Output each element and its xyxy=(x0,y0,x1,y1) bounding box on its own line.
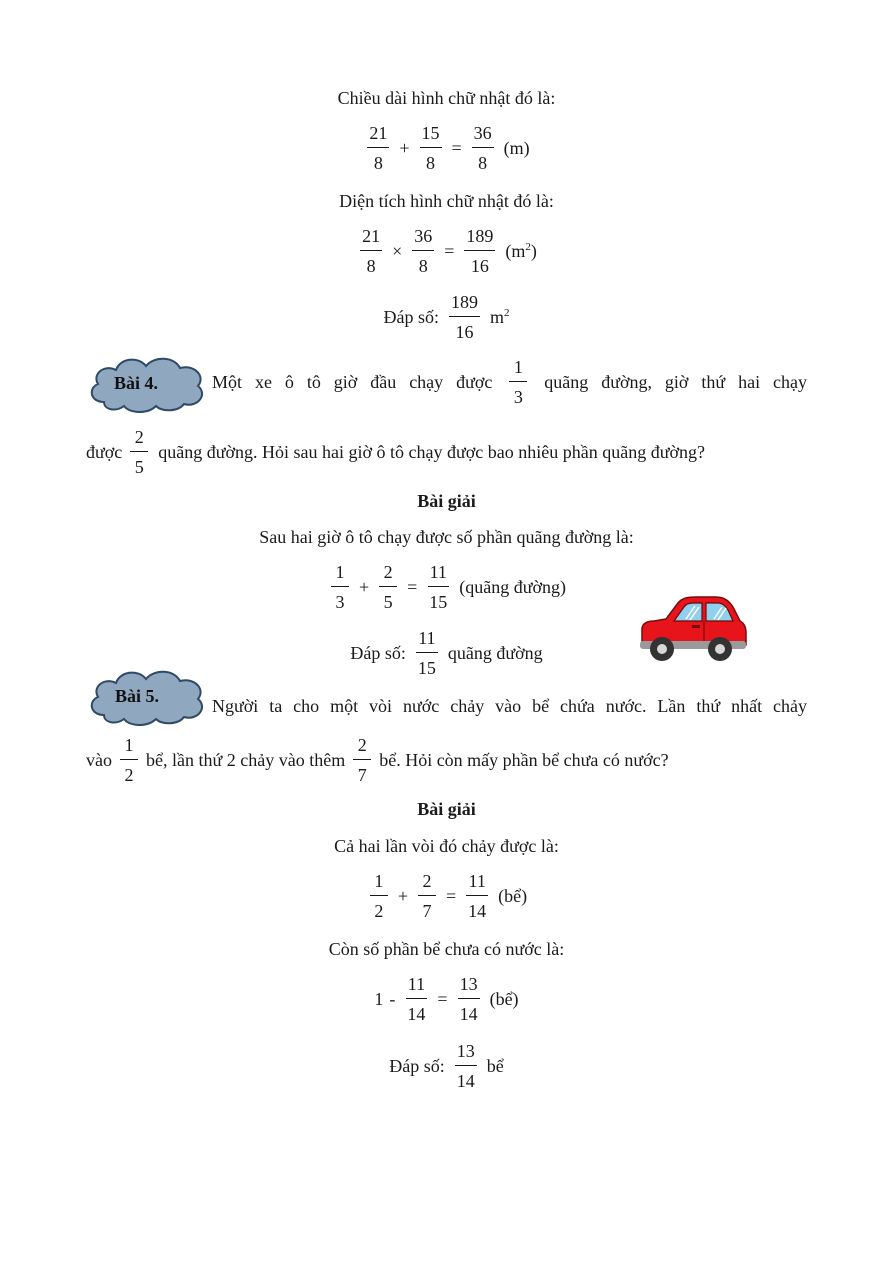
word: chạy xyxy=(773,372,807,392)
number: 1 xyxy=(374,988,384,1009)
denominator: 8 xyxy=(373,153,383,173)
fraction xyxy=(379,563,397,611)
exercise-5-line-1: Người ta cho một vòi nước chảy vào bể chứa nước. Lần thứ nhất chảy xyxy=(212,696,807,716)
numerator: 189 xyxy=(464,227,495,251)
exercise-4-solution-title: Bài giải xyxy=(417,491,476,511)
unit xyxy=(505,241,537,262)
numerator: 11 xyxy=(406,975,427,999)
exercise-5-answer xyxy=(0,1042,893,1090)
fraction xyxy=(466,872,488,920)
fraction xyxy=(418,872,436,920)
word: hai xyxy=(738,372,761,392)
numerator: 2 xyxy=(418,872,436,896)
operator: - xyxy=(389,988,396,1009)
area-heading: Diện tích hình chữ nhật đó là: xyxy=(339,191,554,211)
equals: = xyxy=(407,576,418,597)
denominator: 14 xyxy=(456,1071,475,1091)
operator: + xyxy=(358,576,370,597)
numerator: 2 xyxy=(353,736,371,760)
numerator: 21 xyxy=(367,124,389,148)
exercise-5-calculation-1 xyxy=(0,872,893,920)
operator: + xyxy=(397,885,408,906)
denominator: 2 xyxy=(374,901,384,921)
numerator: 36 xyxy=(472,124,494,148)
length-heading: Chiều dài hình chữ nhật đó là: xyxy=(337,88,556,108)
exercise-4-heading: Sau hai giờ ô tô chạy được số phần quãng đường là: xyxy=(259,527,634,547)
fraction xyxy=(449,293,480,341)
numerator: 11 xyxy=(428,563,449,587)
exercise-5-heading-2: Còn số phần bể chưa có nước là: xyxy=(328,939,565,959)
text: được xyxy=(86,442,123,462)
denominator: 15 xyxy=(429,592,448,612)
denominator: 16 xyxy=(455,322,474,342)
equals: = xyxy=(437,988,448,1009)
exercise-5-heading-1: Cả hai lần vòi đó chảy được là: xyxy=(334,836,559,856)
denominator: 16 xyxy=(470,256,489,276)
text: bể. Hỏi còn mấy phần bể chưa có nước? xyxy=(379,750,669,770)
fraction xyxy=(420,124,442,172)
superscript: 2 xyxy=(504,306,510,319)
exercise-4-line-1 xyxy=(212,358,807,406)
car-icon xyxy=(638,593,748,665)
exercise-4-label: Bài 4. xyxy=(114,373,159,393)
operator: × xyxy=(392,240,403,261)
fraction xyxy=(472,124,494,172)
denominator: 8 xyxy=(418,256,428,276)
fraction xyxy=(353,736,371,784)
word: đầu xyxy=(370,372,397,392)
answer-label: Đáp số: xyxy=(389,1055,445,1076)
word: đường, xyxy=(601,372,652,392)
unit-text: (m xyxy=(505,240,526,261)
area-answer xyxy=(0,293,893,341)
fraction xyxy=(370,872,388,920)
fraction xyxy=(412,227,434,275)
fraction xyxy=(509,358,527,406)
numerator: 189 xyxy=(449,293,480,317)
numerator: 2 xyxy=(130,428,148,452)
denominator: 3 xyxy=(513,387,523,407)
denominator: 14 xyxy=(459,1004,478,1024)
numerator: 13 xyxy=(455,1042,477,1066)
fraction xyxy=(416,629,438,677)
numerator: 1 xyxy=(509,358,527,382)
word: giờ xyxy=(664,372,689,392)
answer-label: Đáp số: xyxy=(383,306,439,327)
denominator: 8 xyxy=(478,153,488,173)
unit: bể xyxy=(486,1055,504,1076)
word: chạy xyxy=(409,372,444,392)
denominator: 5 xyxy=(383,592,393,612)
denominator: 2 xyxy=(124,765,134,785)
exercise-5-label: Bài 5. xyxy=(115,686,160,706)
fraction xyxy=(464,227,495,275)
exercise-5-calculation-2 xyxy=(0,975,893,1023)
denominator: 8 xyxy=(366,256,376,276)
length-calculation xyxy=(0,124,893,172)
numerator: 11 xyxy=(416,629,437,653)
numerator: 15 xyxy=(420,124,442,148)
text: quãng đường. Hỏi sau hai giờ ô tô chạy được bao nhiêu phần quãng đường? xyxy=(158,442,705,462)
exercise-4-line-2 xyxy=(86,428,807,476)
superscript: 2 xyxy=(525,240,531,253)
word: Một xyxy=(212,372,243,392)
unit-text: ) xyxy=(530,240,537,261)
exercise-5-solution-title: Bài giải xyxy=(417,799,476,819)
word: ô xyxy=(284,372,294,392)
unit: (bể) xyxy=(489,988,519,1009)
text: bể, lần thứ 2 chảy vào thêm xyxy=(146,750,346,770)
answer-label: Đáp số: xyxy=(350,642,406,663)
fraction xyxy=(331,563,349,611)
numerator: 1 xyxy=(331,563,349,587)
word: giờ xyxy=(333,372,358,392)
fraction xyxy=(427,563,449,611)
denominator: 3 xyxy=(335,592,345,612)
operator: + xyxy=(399,137,410,158)
numerator: 11 xyxy=(466,872,487,896)
word: quãng xyxy=(544,372,589,392)
area-calculation xyxy=(0,227,893,275)
denominator: 14 xyxy=(407,1004,426,1024)
denominator: 8 xyxy=(426,153,435,173)
numerator: 21 xyxy=(360,227,382,251)
unit xyxy=(490,307,510,328)
equals: = xyxy=(446,885,457,906)
denominator: 7 xyxy=(357,765,367,785)
word: được xyxy=(456,372,493,392)
unit-text: m xyxy=(489,306,504,327)
numerator: 36 xyxy=(412,227,434,251)
equals: = xyxy=(444,240,455,261)
denominator: 15 xyxy=(417,658,436,678)
denominator: 14 xyxy=(468,901,487,921)
fraction xyxy=(367,124,389,172)
word: tô xyxy=(306,372,321,392)
denominator: 5 xyxy=(134,457,144,477)
unit: (m) xyxy=(503,137,530,158)
numerator: 1 xyxy=(370,872,388,896)
fraction xyxy=(405,975,427,1023)
fraction xyxy=(120,736,138,784)
numerator: 1 xyxy=(120,736,138,760)
denominator: 7 xyxy=(422,901,432,921)
fraction xyxy=(360,227,382,275)
equals: = xyxy=(451,137,462,158)
fraction xyxy=(455,1042,477,1090)
numerator: 2 xyxy=(379,563,397,587)
word: thứ xyxy=(701,372,726,392)
fraction xyxy=(458,975,480,1023)
exercise-5-line-2 xyxy=(86,736,807,784)
unit: (quãng đường) xyxy=(459,576,567,597)
text: vào xyxy=(86,750,112,770)
unit: quãng đường xyxy=(447,642,543,663)
unit: (bể) xyxy=(498,885,528,906)
fraction xyxy=(130,428,148,476)
word: xe xyxy=(254,372,272,392)
numerator: 13 xyxy=(458,975,480,999)
exercise-4-calculation xyxy=(0,563,893,611)
